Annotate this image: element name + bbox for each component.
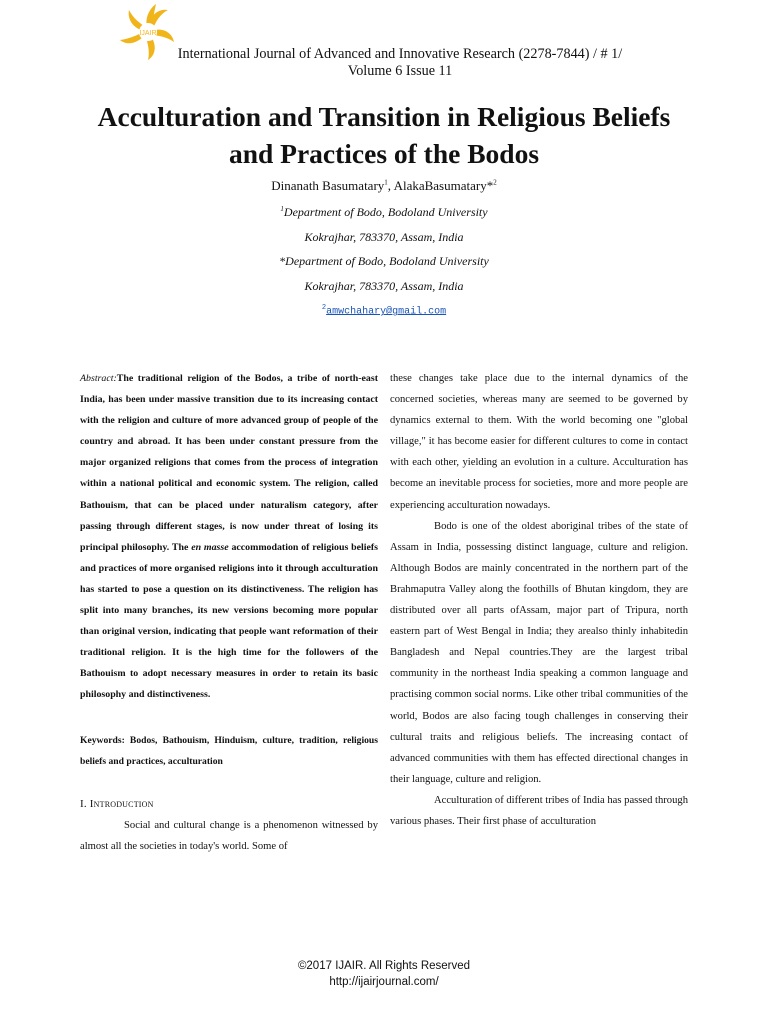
right-paragraph-2: Bodo is one of the oldest aboriginal tribes of the state of Assam in India, possessing distinct language, culture and religion. Although Bodos are mainly concentrated in the northern part of the Brahmaputra Valley along the foothills of Bhutan kingdom, they are distributed over all parts ofAssam, major part of Tripura, north eastern part of West Bengal in India; they arealso thinly inhabitedin Bangladesh and Nepal countries.They are the largest tribal community in the northeast India speaking a common language and practising common social norms. Like other tribal communities of the world, Bodos are also facing tough challenges in conserving their cultural traits and religious beliefs. The increasing contact of advanced communities with them has effected directional changes in their language, culture and religion. — [390, 520, 688, 785]
email-link[interactable]: amwchahary@gmail.com — [326, 306, 447, 318]
abstract-text-2: accommodation of religious beliefs and practices of more organised religions into it through acculturation has started to pose a question on its distinctiveness. The religion has split into many branches, its new versions becoming more popular than original version, indicating that people want reformation of their traditional religion. It is the high time for the followers of the Bathouism to adopt necessary measures in order to retain its basic philosophy and distinctiveness. — [80, 541, 378, 701]
author-separator: , — [387, 178, 394, 193]
affiliation-1 — [0, 205, 768, 220]
author-2: AlakaBasumatary* — [393, 178, 494, 193]
affiliation-1-address: Kokrajhar, 783370, Assam, India — [304, 230, 464, 244]
abstract-text-1: The traditional religion of the Bodos, a tribe of north-east India, has been under massive transition due to its increasing contact with the religion and culture of more advanced group of people of the country and abroad. It has been under constant pressure from the major organized religions that comes from the process of integration within a national political and economic system. The religion, called Bathouism, that can be placed under naturalism category, after passing through different stages, is now under threat of losing its principal philosophy. The — [80, 373, 378, 553]
left-column — [80, 368, 378, 857]
author-1: Dinanath Basumatary — [271, 178, 385, 193]
intro-paragraph-1: Social and cultural change is a phenomenon witnessed by almost all the societies in today's world. Some of — [80, 819, 378, 852]
author-2-sup: 2 — [493, 178, 497, 187]
affiliation-2-address: Kokrajhar, 783370, Assam, India — [304, 279, 464, 293]
email-line — [0, 304, 768, 317]
journal-header — [120, 46, 680, 80]
email-sup: 2 — [321, 304, 327, 312]
right-column — [390, 368, 688, 832]
abstract-emphasis: en masse — [191, 541, 229, 553]
title-line-1: Acculturation and Transition in Religious Beliefs — [97, 101, 671, 132]
section-heading-introduction: I. Introduction — [80, 797, 154, 810]
footer-url[interactable]: http://ijairjournal.com/ — [329, 976, 439, 988]
affiliation-1-sup: 1 — [280, 205, 284, 213]
journal-line-1: International Journal of Advanced and Innovative Research (2278-7844) / # 1/ — [177, 46, 623, 62]
right-paragraph-3: Acculturation of different tribes of India has passed through various phases. Their first phase of acculturation — [390, 794, 688, 827]
affiliation-1-text: Department of Bodo, Bodoland University — [283, 205, 488, 219]
abstract — [80, 368, 378, 706]
affiliation-2: *Department of Bodo, Bodoland University — [279, 254, 489, 268]
author-1-sup: 1 — [384, 178, 388, 187]
logo-text: IJAIR — [139, 30, 157, 37]
keywords: Keywords: Bodos, Bathouism, Hinduism, culture, tradition, religious beliefs and practices, acculturation — [80, 734, 378, 767]
author-list — [0, 178, 768, 194]
footer-copyright: ©2017 IJAIR. All Rights Reserved — [297, 960, 471, 972]
paper-title — [60, 98, 708, 172]
title-line-2: and Practices of the Bodos — [228, 138, 540, 169]
right-paragraph-1: these changes take place due to the internal dynamics of the concerned societies, whereas many are seemed to be governed by dynamics external to them. With the world becoming one "global village," it has become easier for different cultures to come in contact with each other, yielding an evolution in a culture. Acculturation has become an inevitable process for societies, more and more people are experiencing acculturation nowadays. — [390, 373, 688, 511]
journal-line-2: Volume 6 Issue 11 — [347, 63, 453, 79]
abstract-label: Abstract: — [80, 373, 117, 384]
